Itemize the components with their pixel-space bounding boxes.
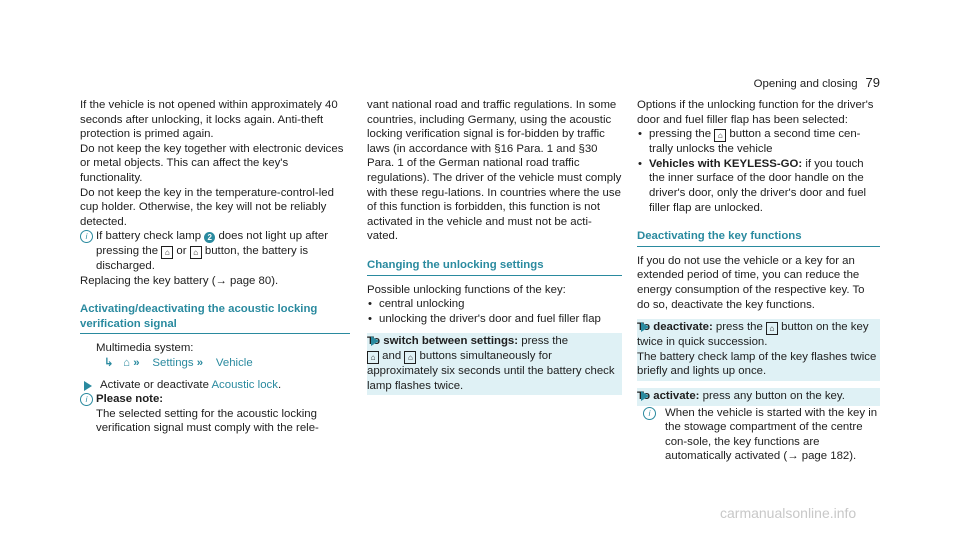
step-arrow-icon: [641, 322, 649, 332]
step-acoustic-lock: Activate or deactivate Acoustic lock.: [80, 378, 350, 393]
paragraph-regulations: vant national road and traffic regulations. In some countries, including Germany, using the acoustic locking verification signal is for-bidden by traffic laws (in accordance with §16 Para. 1 and §30 Para. 1 of the German national road traffic regulations). The driver of the vehicle must comply with these regu-lations. In countries where the use of this function is forbidden, this function is not activated in the vehicle and must not be acti-vated.: [367, 99, 622, 243]
unlock-icon: ⌂: [404, 351, 416, 364]
path-settings: Settings: [152, 356, 194, 369]
chevron-right-icon: »: [133, 356, 140, 369]
path-arrow-icon: ↳: [104, 356, 114, 369]
lock-icon: ⌂: [161, 246, 173, 259]
heading-unlocking-settings: Changing the unlocking settings: [367, 258, 622, 276]
info-icon: i: [80, 230, 93, 243]
page-number: 79: [865, 75, 880, 90]
step-arrow-icon: [84, 381, 92, 391]
path-vehicle: Vehicle: [215, 356, 253, 369]
column-middle: [367, 98, 622, 395]
paragraph-energy: If you do not use the vehicle or a key for an extended period of time, you can reduce the energy consumption of the respective key. To do so, deactivate the key functions.: [637, 254, 865, 311]
step-arrow-icon: [371, 336, 379, 346]
paragraph-relock: If the vehicle is not opened within approximately 40 seconds after unlocking, it locks again. Anti-theft protection is primed again.: [80, 99, 338, 141]
callout-number: 2: [204, 232, 215, 243]
heading-deactivating-keys: Deactivating the key functions: [637, 229, 880, 247]
watermark-footer: carmanualsonline.info: [720, 505, 857, 521]
paragraph-electronics: Do not keep the key together with electronic devices or metal objects. This can affect the key's functionality.: [80, 142, 344, 184]
info-icon: i: [80, 393, 93, 406]
list-item: • pressing the ⌂ button a second time cen-trally unlocks the vehicle: [637, 127, 880, 157]
lock-icon: ⌂: [766, 322, 778, 335]
paragraph-cupholder: Do not keep the key in the temperature-control-led cup holder. Otherwise, the key will not be reliably detected.: [80, 186, 334, 228]
acoustic-lock-link: Acoustic lock: [211, 378, 278, 391]
column-right: [637, 98, 880, 464]
lock-icon: ⌂: [367, 351, 379, 364]
section-title: Opening and closing: [753, 78, 858, 90]
info-icon: i: [643, 407, 656, 420]
note-automatic-activation: i When the vehicle is started with the key in the stowage compartment of the centre con-sole, the key functions are automatically activated (→ page 182).: [637, 406, 880, 464]
multimedia-label: Multimedia system:: [96, 342, 194, 355]
list-item: • unlocking the driver's door and fuel filler flap: [367, 312, 622, 327]
note-please: i Please note: The selected setting for the acoustic locking verification signal must comply with the rele-: [80, 392, 350, 436]
chevron-right-icon: »: [196, 356, 204, 369]
unlock-icon: ⌂: [190, 246, 202, 259]
page-header: [0, 76, 880, 92]
menu-path: [80, 356, 350, 371]
step-switch-settings: To switch between settings: press the ⌂ and ⌂ buttons simultaneously for approximately six seconds until the battery check lamp flashes twice.: [367, 333, 622, 395]
heading-acoustic-lock: Activating/deactivating the acoustic locking verification signal: [80, 302, 350, 334]
step-activate: To activate: press any button on the key.: [637, 388, 880, 406]
paragraph-replace-battery: Replacing the key battery (→ page 80).: [80, 274, 279, 287]
list-item: • central unlocking: [367, 297, 622, 312]
step-arrow-icon: [641, 391, 649, 401]
paragraph-unlock-functions: Possible unlocking functions of the key:: [367, 283, 566, 296]
unlock-icon: ⌂: [714, 129, 726, 142]
note-battery: i If battery check lamp 2 does not light up after pressing the ⌂ or ⌂ button, the battery is discharged.: [80, 229, 350, 273]
column-left: [80, 98, 350, 436]
step-deactivate: To deactivate: press the ⌂ button on the key twice in quick succession. The battery check lamp of the key flashes twice briefly and lights up once.: [637, 319, 880, 381]
list-item: • Vehicles with KEYLESS-GO: if you touch the inner surface of the door handle on the driver's door, only the driver's door and fuel filler flap are unlocked.: [637, 157, 880, 215]
home-icon: ⌂: [123, 356, 131, 369]
paragraph-options: Options if the unlocking function for the driver's door and fuel filler flap has been selected:: [637, 99, 874, 126]
